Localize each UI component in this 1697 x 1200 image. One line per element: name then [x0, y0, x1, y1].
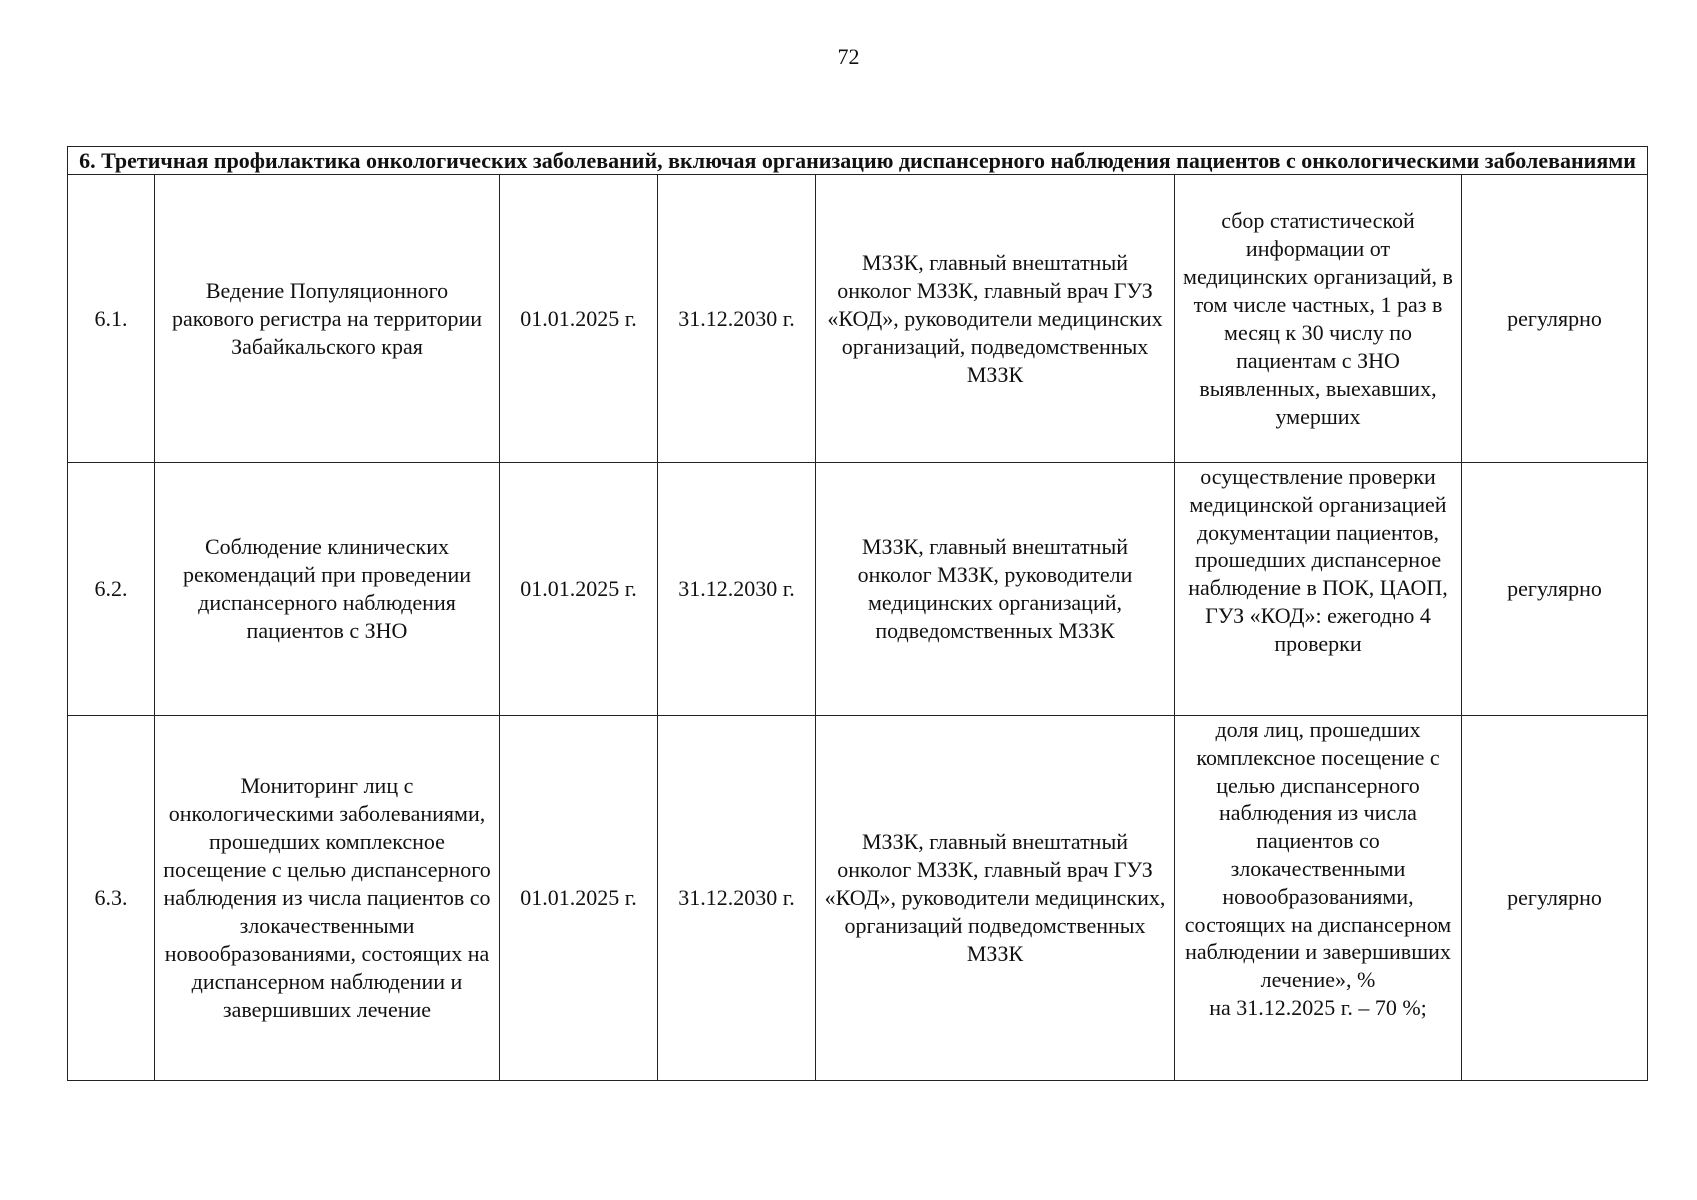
responsible-cell: МЗЗК, главный внештатный онколог МЗЗК, главный врач ГУЗ «КОД», руководители медицинских, организаций подведомственных МЗЗК [816, 716, 1175, 1081]
result-cell: сбор статистической информации от медицинских организаций, в том числе частных, 1 раз в месяц к 30 числу по пациентам с ЗНО выявленных, выехавших, умерших [1175, 175, 1462, 463]
frequency-cell: регулярно [1462, 716, 1648, 1081]
activity-cell: Соблюдение клинических рекомендаций при проведении диспансерного наблюдения пациентов с ЗНО [155, 463, 500, 716]
end-date-cell: 31.12.2030 г. [658, 175, 816, 463]
start-date-cell: 01.01.2025 г. [500, 175, 658, 463]
activity-cell: Ведение Популяционного ракового регистра на территории Забайкальского края [155, 175, 500, 463]
row-number: 6.3. [68, 716, 155, 1081]
table-row [68, 716, 1648, 1081]
result-cell: осуществление проверки медицинской организацией документации пациентов, прошедших диспансерное наблюдение в ПОК, ЦАОП, ГУЗ «КОД»: ежегодно 4 проверки [1175, 463, 1462, 716]
measures-table [67, 146, 1648, 1081]
activity-cell: Мониторинг лиц с онкологическими заболеваниями, прошедших комплексное посещение с целью диспансерного наблюдения из числа пациентов со злокачественными новообразованиями, состоящих на диспансерном наблюдении и завершивших лечение [155, 716, 500, 1081]
section-title: 6. Третичная профилактика онкологических заболеваний, включая организацию диспансерного наблюдения пациентов с онкологическими заболеваниями [68, 147, 1648, 175]
row-number: 6.1. [68, 175, 155, 463]
table-row [68, 463, 1648, 716]
responsible-cell: МЗЗК, главный внештатный онколог МЗЗК, главный врач ГУЗ «КОД», руководители медицинских организаций, подведомственных МЗЗК [816, 175, 1175, 463]
result-cell [1175, 716, 1462, 1081]
frequency-cell: регулярно [1462, 175, 1648, 463]
result-target: на 31.12.2025 г. – 70 %; [1209, 994, 1427, 1020]
frequency-cell: регулярно [1462, 463, 1648, 716]
result-text: доля лиц, прошедших комплексное посещение с целью диспансерного наблюдения из числа пациентов со злокачественными новообразованиями, состоящих на диспансерном наблюдении и завершивших лечение», % [1184, 717, 1452, 993]
start-date-cell: 01.01.2025 г. [500, 716, 658, 1081]
table-row [68, 175, 1648, 463]
row-number: 6.2. [68, 463, 155, 716]
section-header-row [68, 147, 1648, 175]
end-date-cell: 31.12.2030 г. [658, 463, 816, 716]
end-date-cell: 31.12.2030 г. [658, 716, 816, 1081]
page-number: 72 [837, 44, 860, 69]
start-date-cell: 01.01.2025 г. [500, 463, 658, 716]
responsible-cell: МЗЗК, главный внештатный онколог МЗЗК, руководители медицинских организаций, подведомственных МЗЗК [816, 463, 1175, 716]
